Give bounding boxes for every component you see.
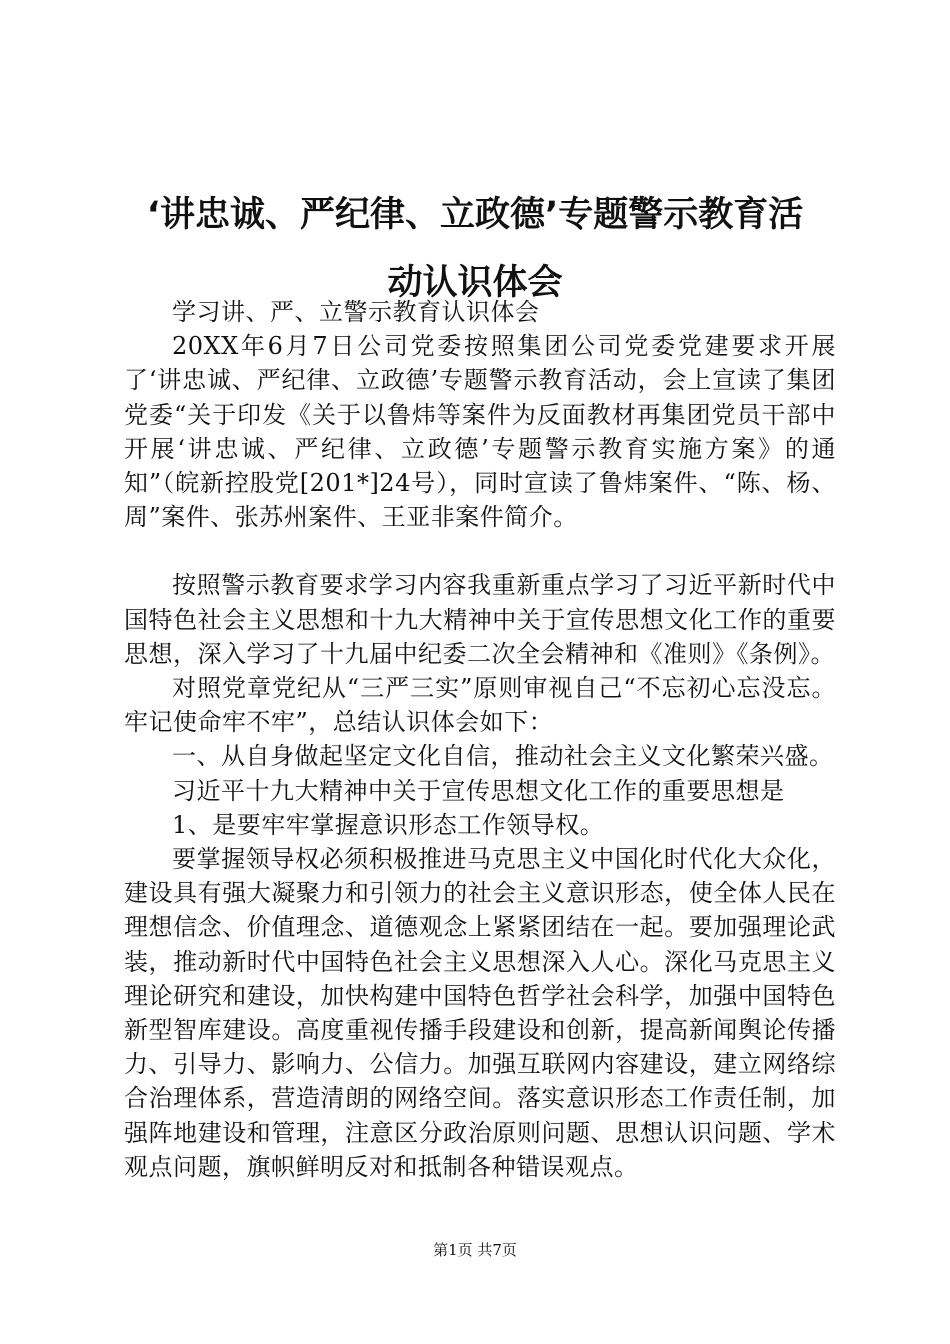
body-paragraph: 对照党章党纪从“三严三实”原则审视自己“不忘初心忘没忘。牢记使命牢不牢”，总结认识体会如下： xyxy=(124,674,836,737)
list-item: 1、是要牢牢掌握意识形态工作领导权。 xyxy=(172,810,605,839)
document-body xyxy=(124,295,836,1184)
paragraph-spacer xyxy=(124,534,836,568)
body-paragraph: 按照警示教育要求学习内容我重新重点学习了习近平新时代中国特色社会主义思想和十九大精神中关于宣传思想文化工作的重要思想，深入学习了十九届中纪委二次全会精神和《准则》《条例》。 xyxy=(124,571,836,668)
title-line-2: 动认识体会 xyxy=(387,263,563,303)
page-footer: 第1页 共7页 xyxy=(433,1241,517,1259)
title-line-1: ‘讲忠诚、严纪律、立政德’专题警示教育活 xyxy=(146,195,804,235)
body-paragraph: 要掌握领导权必须积极推进马克思主义中国化时代化大众化，建设具有强大凝聚力和引领力的社会主义意识形态，使全体人民在理想信念、价值理念、道德观念上紧紧团结在一起。要加强理论武装，推动新时代中国特色社会主义思想深入人心。深化马克思主义理论研究和建设，加快构建中国特色哲学社会科学，加强中国特色新型智库建设。高度重视传播手段建设和创新，提高新闻舆论传播力、引导力、影响力、公信力。加强互联网内容建设，建立网络综合治理体系，营造清朗的网络空间。落实意识形态工作责任制，加强阵地建设和管理，注意区分政治原则问题、思想认识问题、学术观点问题，旗帜鲜明反对和抵制各种错误观点。 xyxy=(124,845,836,1181)
body-paragraph: 20XX年6月7日公司党委按照集团公司党委党建要求开展了‘讲忠诚、严纪律、立政德’专题警示教育活动，会上宣读了集团党委“关于印发《关于以鲁炜等案件为反面教材再集团党员干部中开展‘讲忠诚、严纪律、立政德’专题警示教育实施方案》的通知”（皖新控股党[201*]24号），同时宣读了鲁炜案件、“陈、杨、周”案件、张苏州案件、王亚非案件简介。 xyxy=(124,332,836,532)
section-heading: 一、从自身做起坚定文化自信，推动社会主义文化繁荣兴盛。 xyxy=(172,742,834,771)
body-paragraph: 习近平十九大精神中关于宣传思想文化工作的重要思想是 xyxy=(172,776,785,805)
subtitle-paragraph: 学习讲、严、立警示教育认识体会 xyxy=(172,298,540,326)
